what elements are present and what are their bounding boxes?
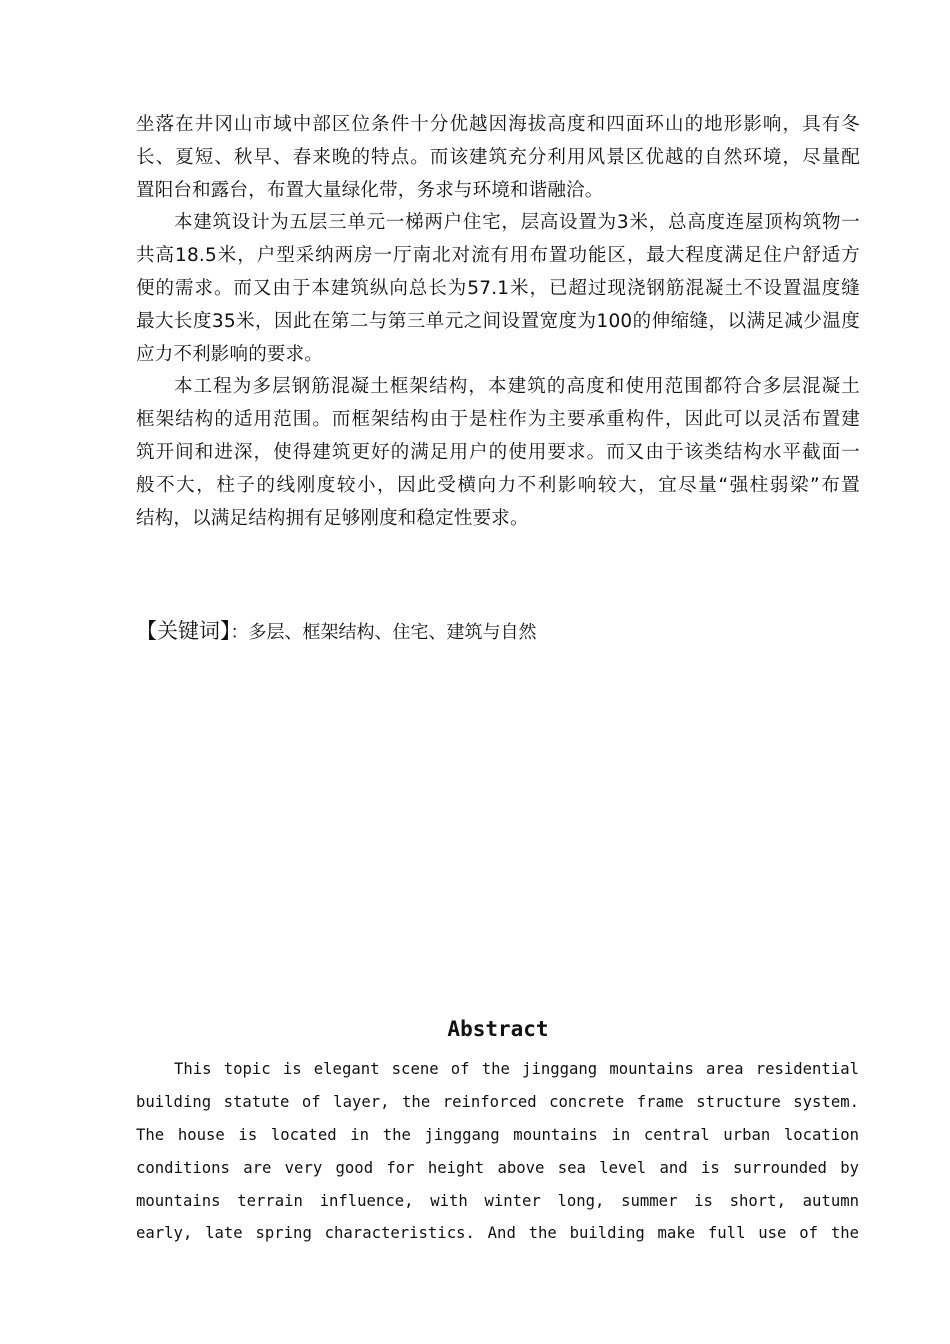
text-line: 本工程为多层钢筋混凝土框架结构，本建筑的高度和使用范围都符合多层混凝土 xyxy=(174,376,860,398)
chinese-abstract-body xyxy=(136,109,860,535)
text-line: 本建筑设计为五层三单元一梯两户住宅，层高设置为3米，总高度连屋顶构筑物一 xyxy=(174,212,860,234)
text-line: 应力不利影响的要求。 xyxy=(136,343,324,365)
text-line: 最大长度35米，因此在第二与第三单元之间设置宽度为100的伸缩缝，以满足减少温度 xyxy=(136,310,860,332)
keywords-separator: ： xyxy=(230,622,249,643)
keywords-value: 多层、框架结构、住宅、建筑与自然 xyxy=(248,622,537,643)
text-line: 坐落在井冈山市域中部区位条件十分优越因海拔高度和四面环山的地形影响，具有冬 xyxy=(136,114,860,135)
text-line: 长、夏短、秋早、春来晚的特点。而该建筑充分利用风景区优越的自然环境，尽量配 xyxy=(136,146,860,168)
text-line: 置阳台和露台，布置大量绿化带，务求与环境和谐融洽。 xyxy=(136,179,604,201)
text-line: 框架结构的适用范围。而框架结构由于是柱作为主要承重构件，因此可以灵活布置建 xyxy=(136,409,860,431)
text-line: mountains terrain influence, with winter long, summer is short, autumn xyxy=(136,1191,859,1210)
text-line: 筑开间和进深，使得建筑更好的满足用户的使用要求。而又由于该类结构水平截面一 xyxy=(136,441,860,463)
keywords-label: 【关键词】 xyxy=(136,619,231,643)
abstract-heading: Abstract xyxy=(447,1017,549,1041)
text-line: This topic is elegant scene of the jinggang mountains area residential xyxy=(174,1060,859,1078)
text-line: 便的需求。而又由于本建筑纵向总长为57.1米，已超过现浇钢筋混凝土不设置温度缝 xyxy=(136,277,860,299)
text-line: early, late spring characteristics. And the building make full use of the xyxy=(136,1224,859,1243)
english-abstract-body xyxy=(136,1053,859,1250)
keywords-line xyxy=(136,616,537,648)
text-line: The house is located in the jinggang mountains in central urban location xyxy=(136,1125,859,1144)
text-line: 结构，以满足结构拥有足够刚度和稳定性要求。 xyxy=(136,507,529,529)
text-line: building statute of layer, the reinforced concrete frame structure system. xyxy=(136,1092,859,1111)
text-line: 般不大，柱子的线刚度较小，因此受横向力不利影响较大，宜尽量“强柱弱梁”布置 xyxy=(136,474,860,496)
text-line: 共高18.5米，户型采纳两房一厅南北对流有用布置功能区，最大程度满足住户舒适方 xyxy=(136,245,860,267)
text-line: conditions are very good for height above sea level and is surrounded by xyxy=(136,1158,859,1177)
